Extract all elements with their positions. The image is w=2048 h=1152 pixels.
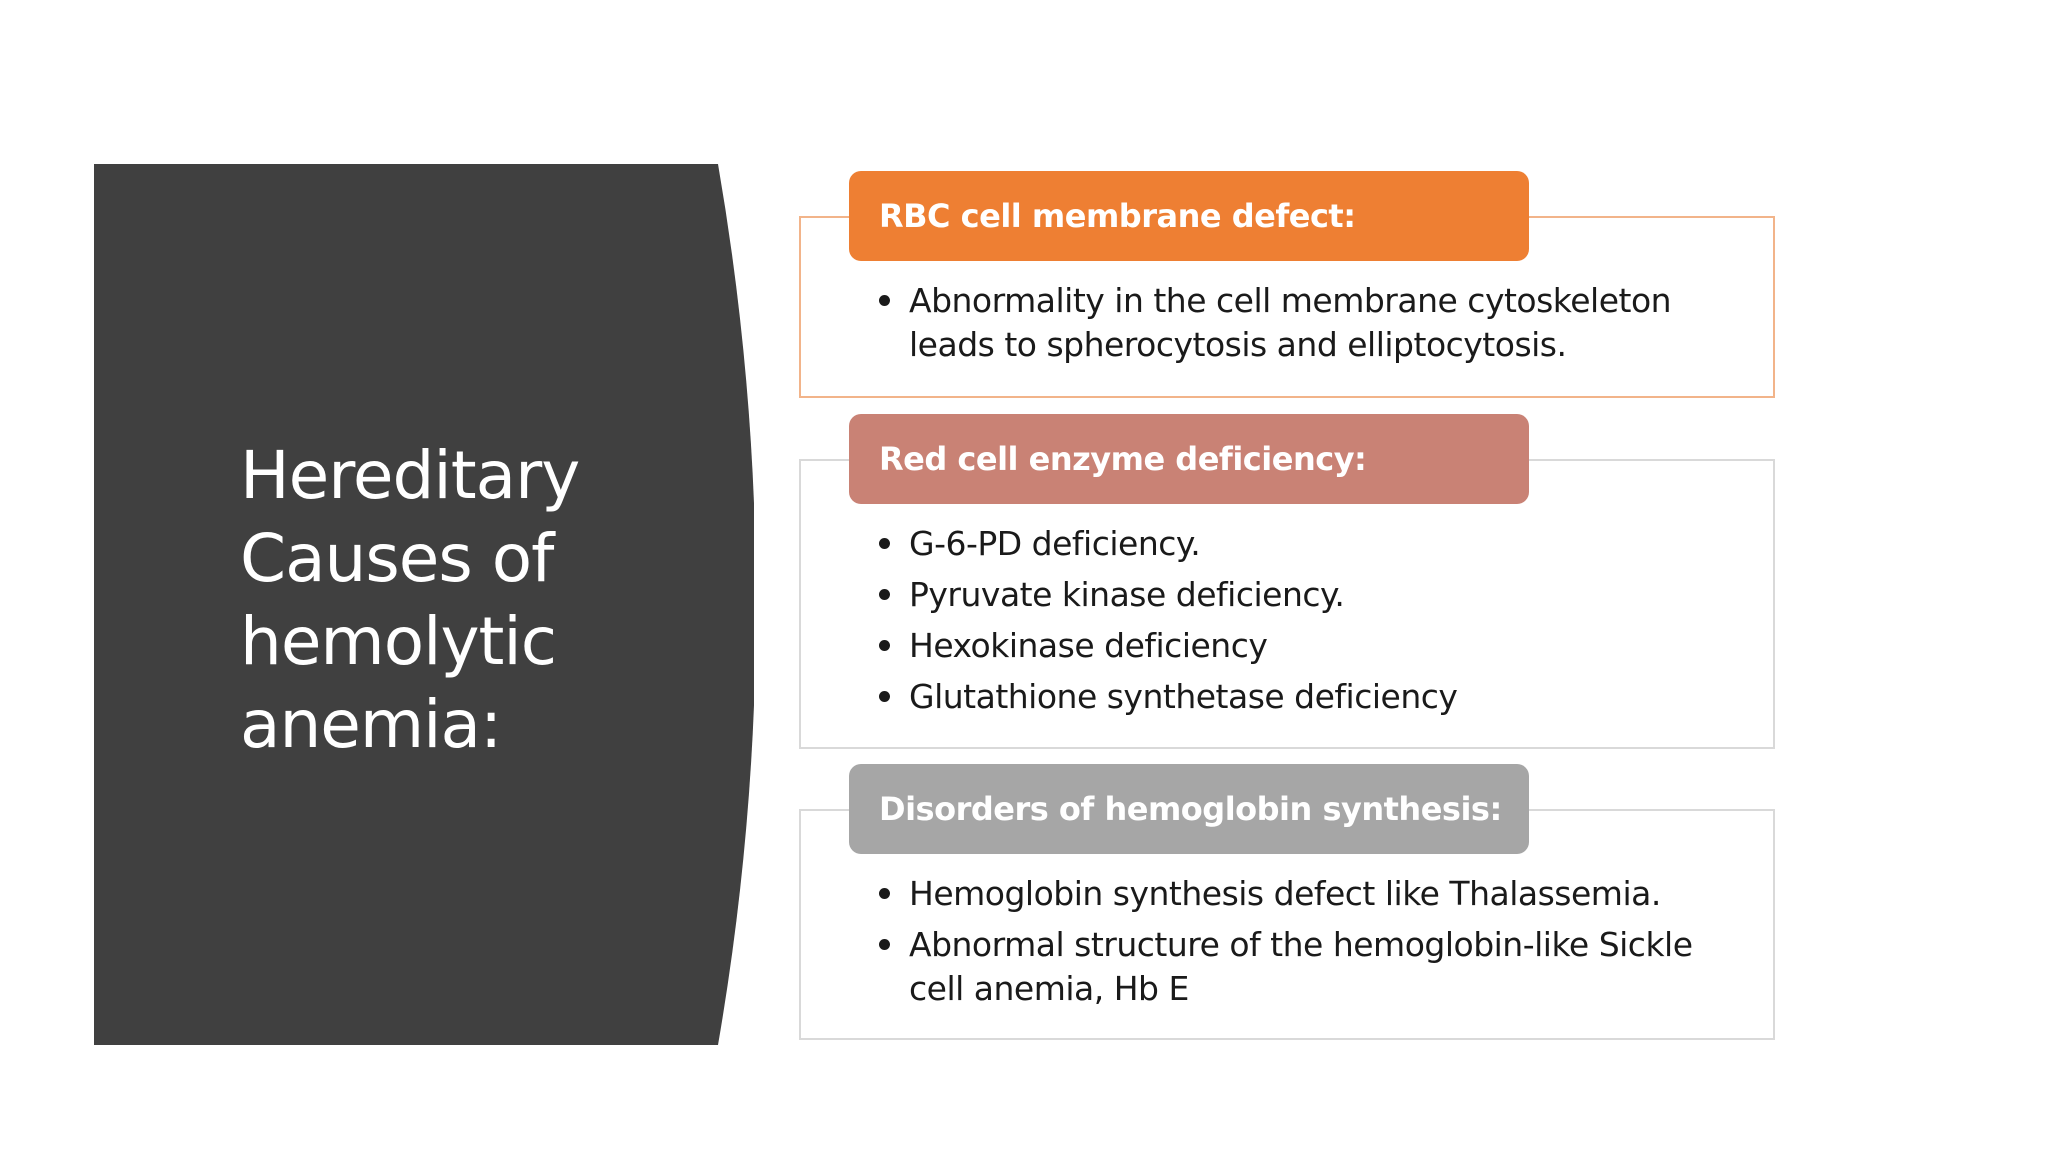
bullet-text: Abnormality in the cell membrane cytoskeleton leads to spherocytosis and elliptocytosis. xyxy=(909,281,1672,364)
bullet-dot-icon xyxy=(879,295,890,306)
title-panel xyxy=(94,164,754,1045)
bullet-dot-icon xyxy=(879,640,890,651)
bullet-text: Abnormal structure of the hemoglobin-like Sickle cell anemia, Hb E xyxy=(909,925,1693,1008)
bullet-dot-icon xyxy=(879,538,890,549)
bullet-item xyxy=(879,279,1739,367)
bullet-text: Pyruvate kinase deficiency. xyxy=(909,575,1345,614)
bullet-dot-icon xyxy=(879,888,890,899)
group-membrane-defect xyxy=(799,171,1775,400)
group-header: Disorders of hemoglobin synthesis: xyxy=(849,764,1529,854)
bullet-list xyxy=(879,279,1739,374)
bullet-dot-icon xyxy=(879,691,890,702)
group-header: RBC cell membrane defect: xyxy=(849,171,1529,261)
group-hemoglobin-synthesis xyxy=(799,764,1775,1042)
bullet-dot-icon xyxy=(879,939,890,950)
bullet-item xyxy=(879,872,1739,916)
bullet-item xyxy=(879,522,1739,566)
bullet-item xyxy=(879,624,1739,668)
bullet-item xyxy=(879,923,1739,1011)
group-header: Red cell enzyme deficiency: xyxy=(849,414,1529,504)
group-enzyme-deficiency xyxy=(799,414,1775,749)
bullet-item xyxy=(879,675,1739,719)
bullet-item xyxy=(879,573,1739,617)
bullet-text: Glutathione synthetase deficiency xyxy=(909,677,1458,716)
slide-title: Hereditary Causes of hemolytic anemia: xyxy=(240,437,580,763)
bullet-list xyxy=(879,872,1739,1018)
bullet-text: G-6-PD deficiency. xyxy=(909,524,1201,563)
bullet-list xyxy=(879,522,1739,726)
bullet-dot-icon xyxy=(879,589,890,600)
bullet-text: Hemoglobin synthesis defect like Thalassemia. xyxy=(909,874,1661,913)
bullet-text: Hexokinase deficiency xyxy=(909,626,1268,665)
